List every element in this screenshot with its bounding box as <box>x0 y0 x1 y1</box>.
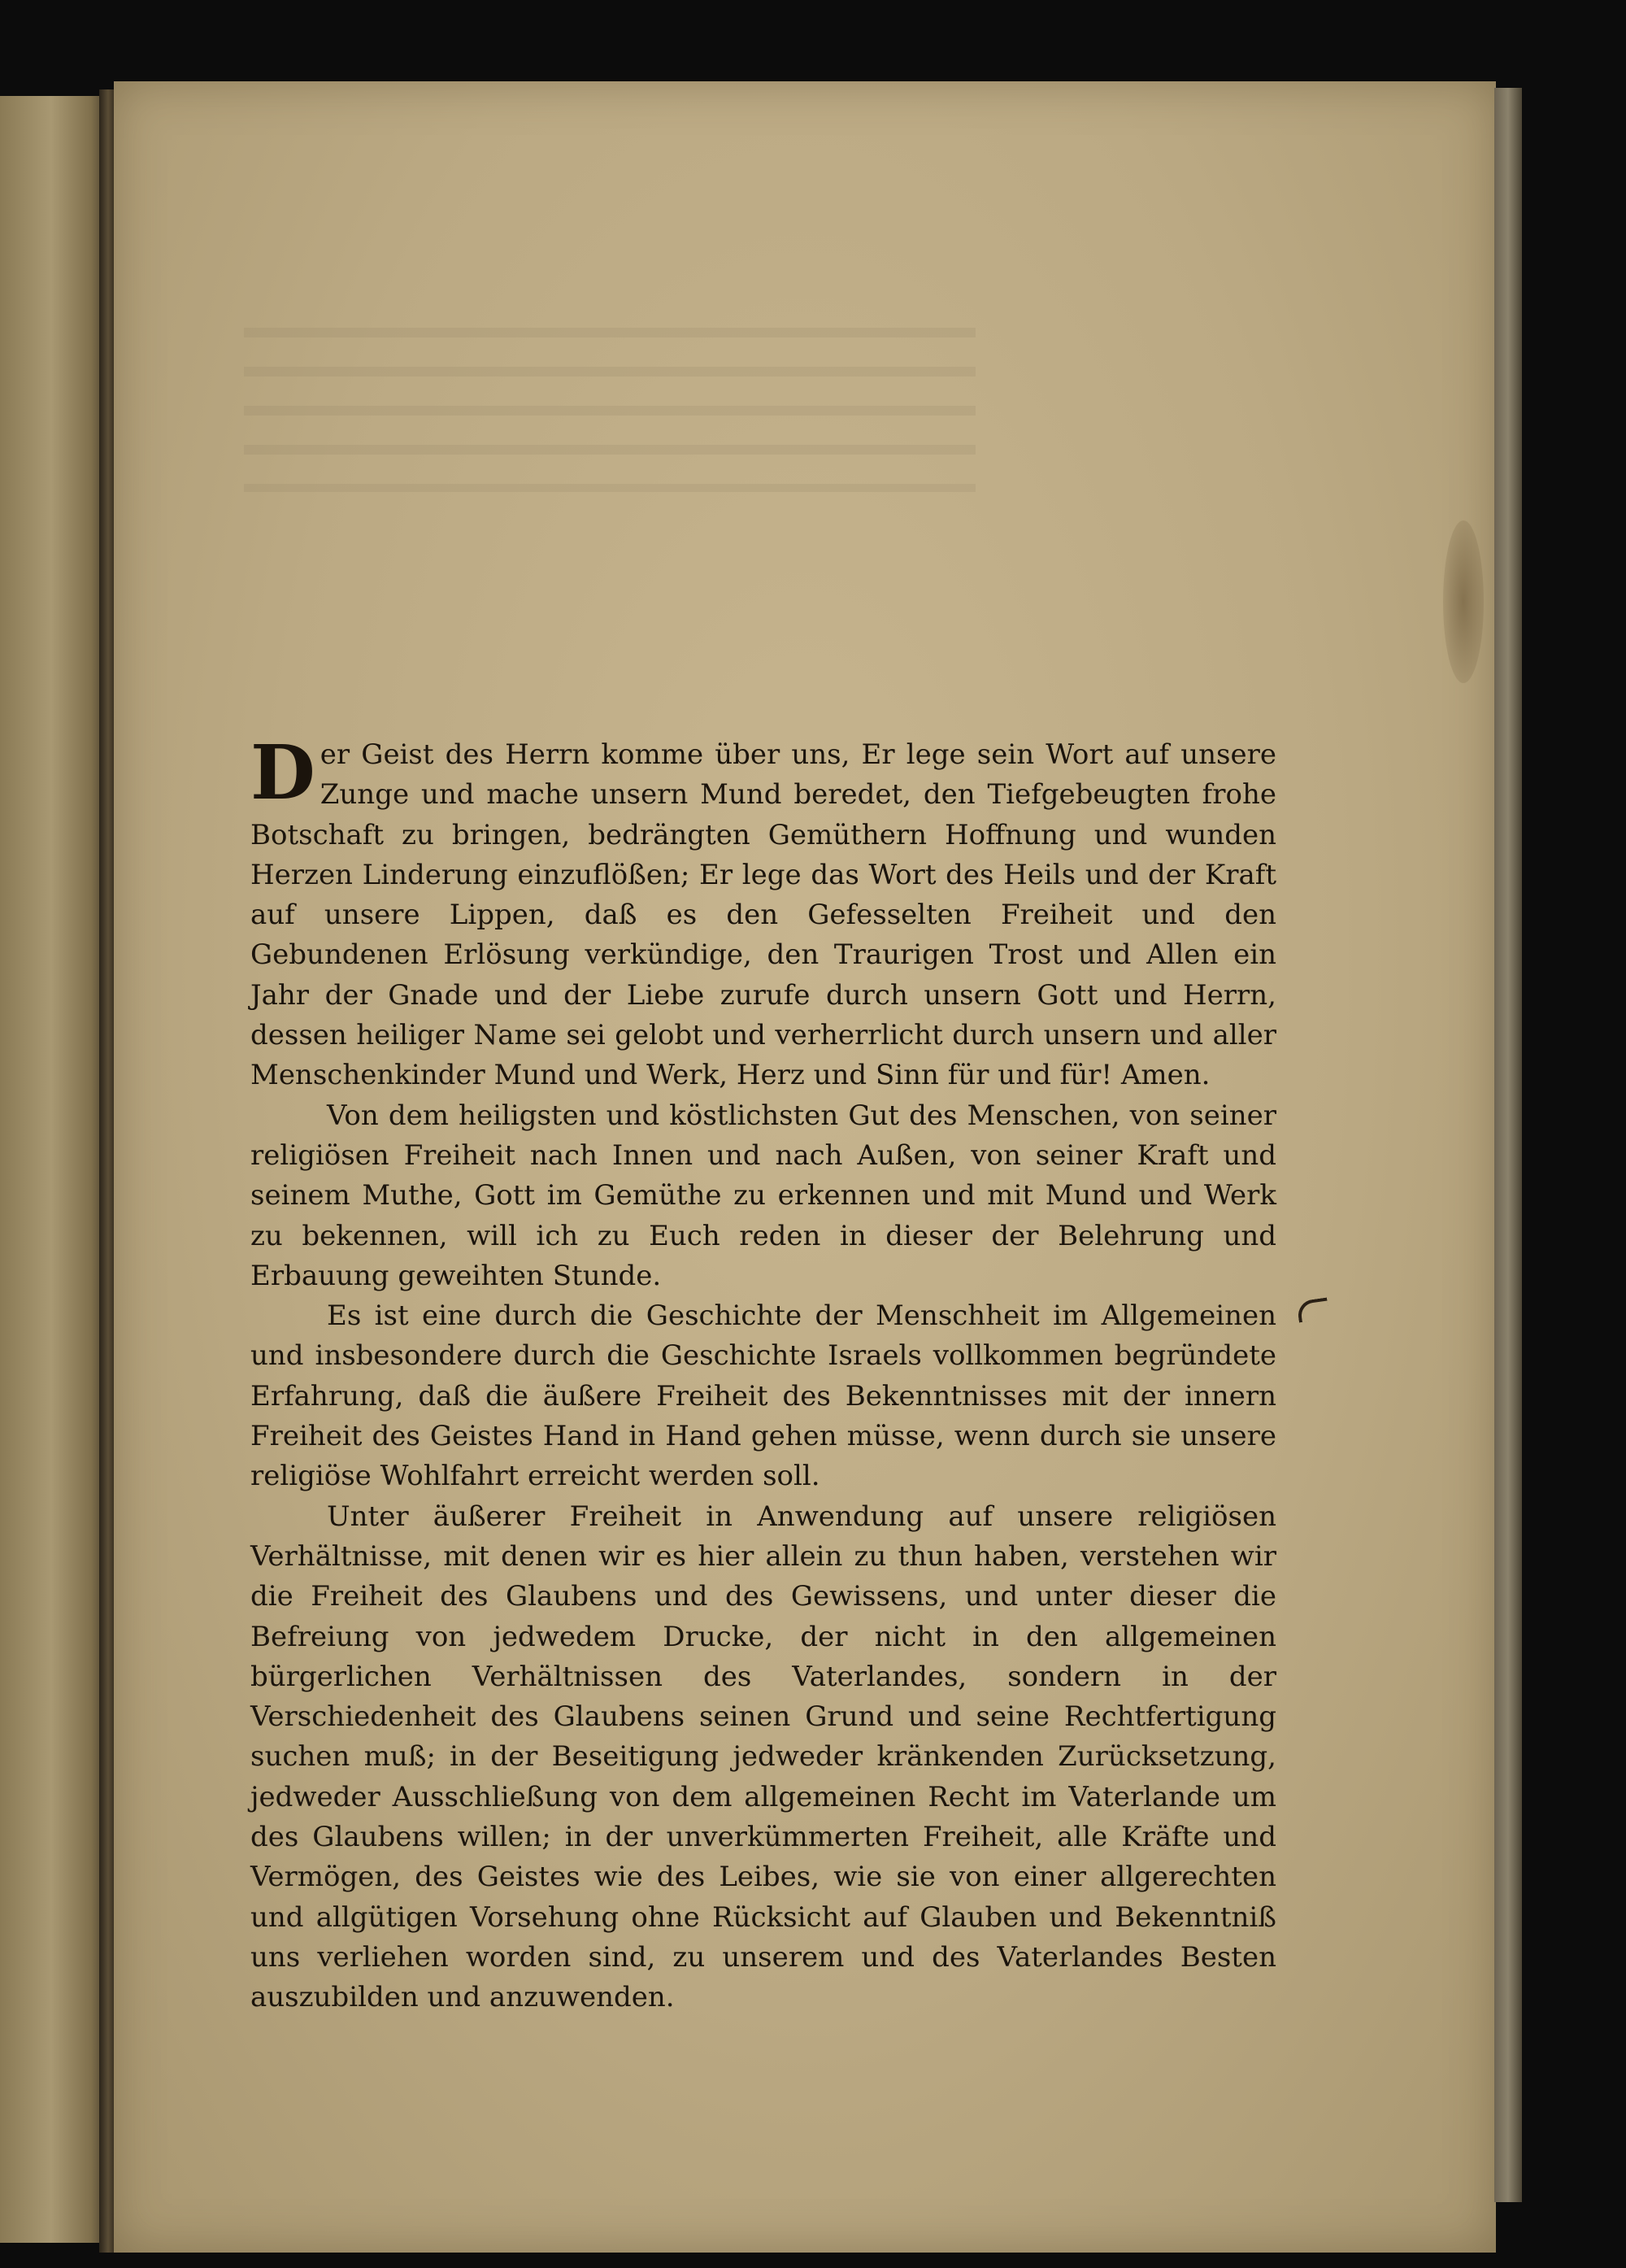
right-page-edge <box>1494 88 1522 2202</box>
paragraph-3: Es ist eine durch die Geschichte der Menschheit im Allgemeinen und insbesondere durch die Geschichte Israels vollkommen begründete Erfahrung, daß die äußere Freiheit des Bekenntnisses mit der innern Freiheit des Geistes Hand in Hand gehen müsse, wenn durch sie unsere religiöse Wohlfahrt erreicht werden soll. <box>250 1299 1276 1493</box>
body-text <box>250 729 1276 2018</box>
paragraph-1 <box>250 729 1276 1096</box>
left-page-edge <box>0 96 114 2243</box>
paragraph-2: Von dem heiligsten und köstlichsten Gut des Menschen, von seiner religiösen Freiheit nach Innen und nach Außen, von seiner Kraft und seinem Muthe, Gott im Gemüthe zu erkennen und mit Mund und Werk zu bekennen, will ich zu Euch reden in dieser der Belehrung und Erbauung geweihten Stunde. <box>250 1099 1276 1292</box>
paper-stain <box>1443 520 1484 683</box>
drop-cap-initial: D <box>250 729 315 816</box>
show-through-text <box>244 313 976 492</box>
paragraph-1-text: er Geist des Herrn komme über uns, Er lege sein Wort auf unsere Zunge und mache unsern Mund beredet, den Tiefgebeugten frohe Botschaft zu bringen, bedrängten Gemüthern Hoffnung und wunden Herzen Linderung einzuflößen; Er lege das Wort des Heils und der Kraft auf unsere Lippen, daß es den Gefesselten Freiheit und den Gebundenen Erlösung verkündige, den Traurigen Trost und Allen ein Jahr der Gnade und der Liebe zurufe durch unsern Gott und Herrn, dessen heiliger Name sei gelobt und verherrlicht durch unsern und aller Menschenkinder Mund und Werk, Herz und Sinn für und für! Amen. <box>250 738 1276 1092</box>
paragraph-4: Unter äußerer Freiheit in Anwendung auf unsere religiösen Verhältnisse, mit denen wir es hier allein zu thun haben, verstehen wir die Freiheit des Glaubens und des Gewissens, und unter dieser die Befreiung von jedwedem Drucke, der nicht in den allgemeinen bürgerlichen Verhältnissen des Vaterlandes, sondern in der Verschiedenheit des Glaubens seinen Grund und seine Rechtfertigung suchen muß; in der Beseitigung jedweder kränkenden Zurücksetzung, jedweder Ausschließung von dem allgemeinen Recht im Vaterlande um des Glaubens willen; in der unverkümmerten Freiheit, alle Kräfte und Vermögen, des Geistes wie des Leibes, wie sie von einer allgerechten und allgütigen Vorsehung ohne Rücksicht auf Glauben und Bekenntniß uns verliehen worden sind, zu unserem und des Vaterlandes Besten auszubilden und anzuwenden. <box>250 1500 1276 2014</box>
